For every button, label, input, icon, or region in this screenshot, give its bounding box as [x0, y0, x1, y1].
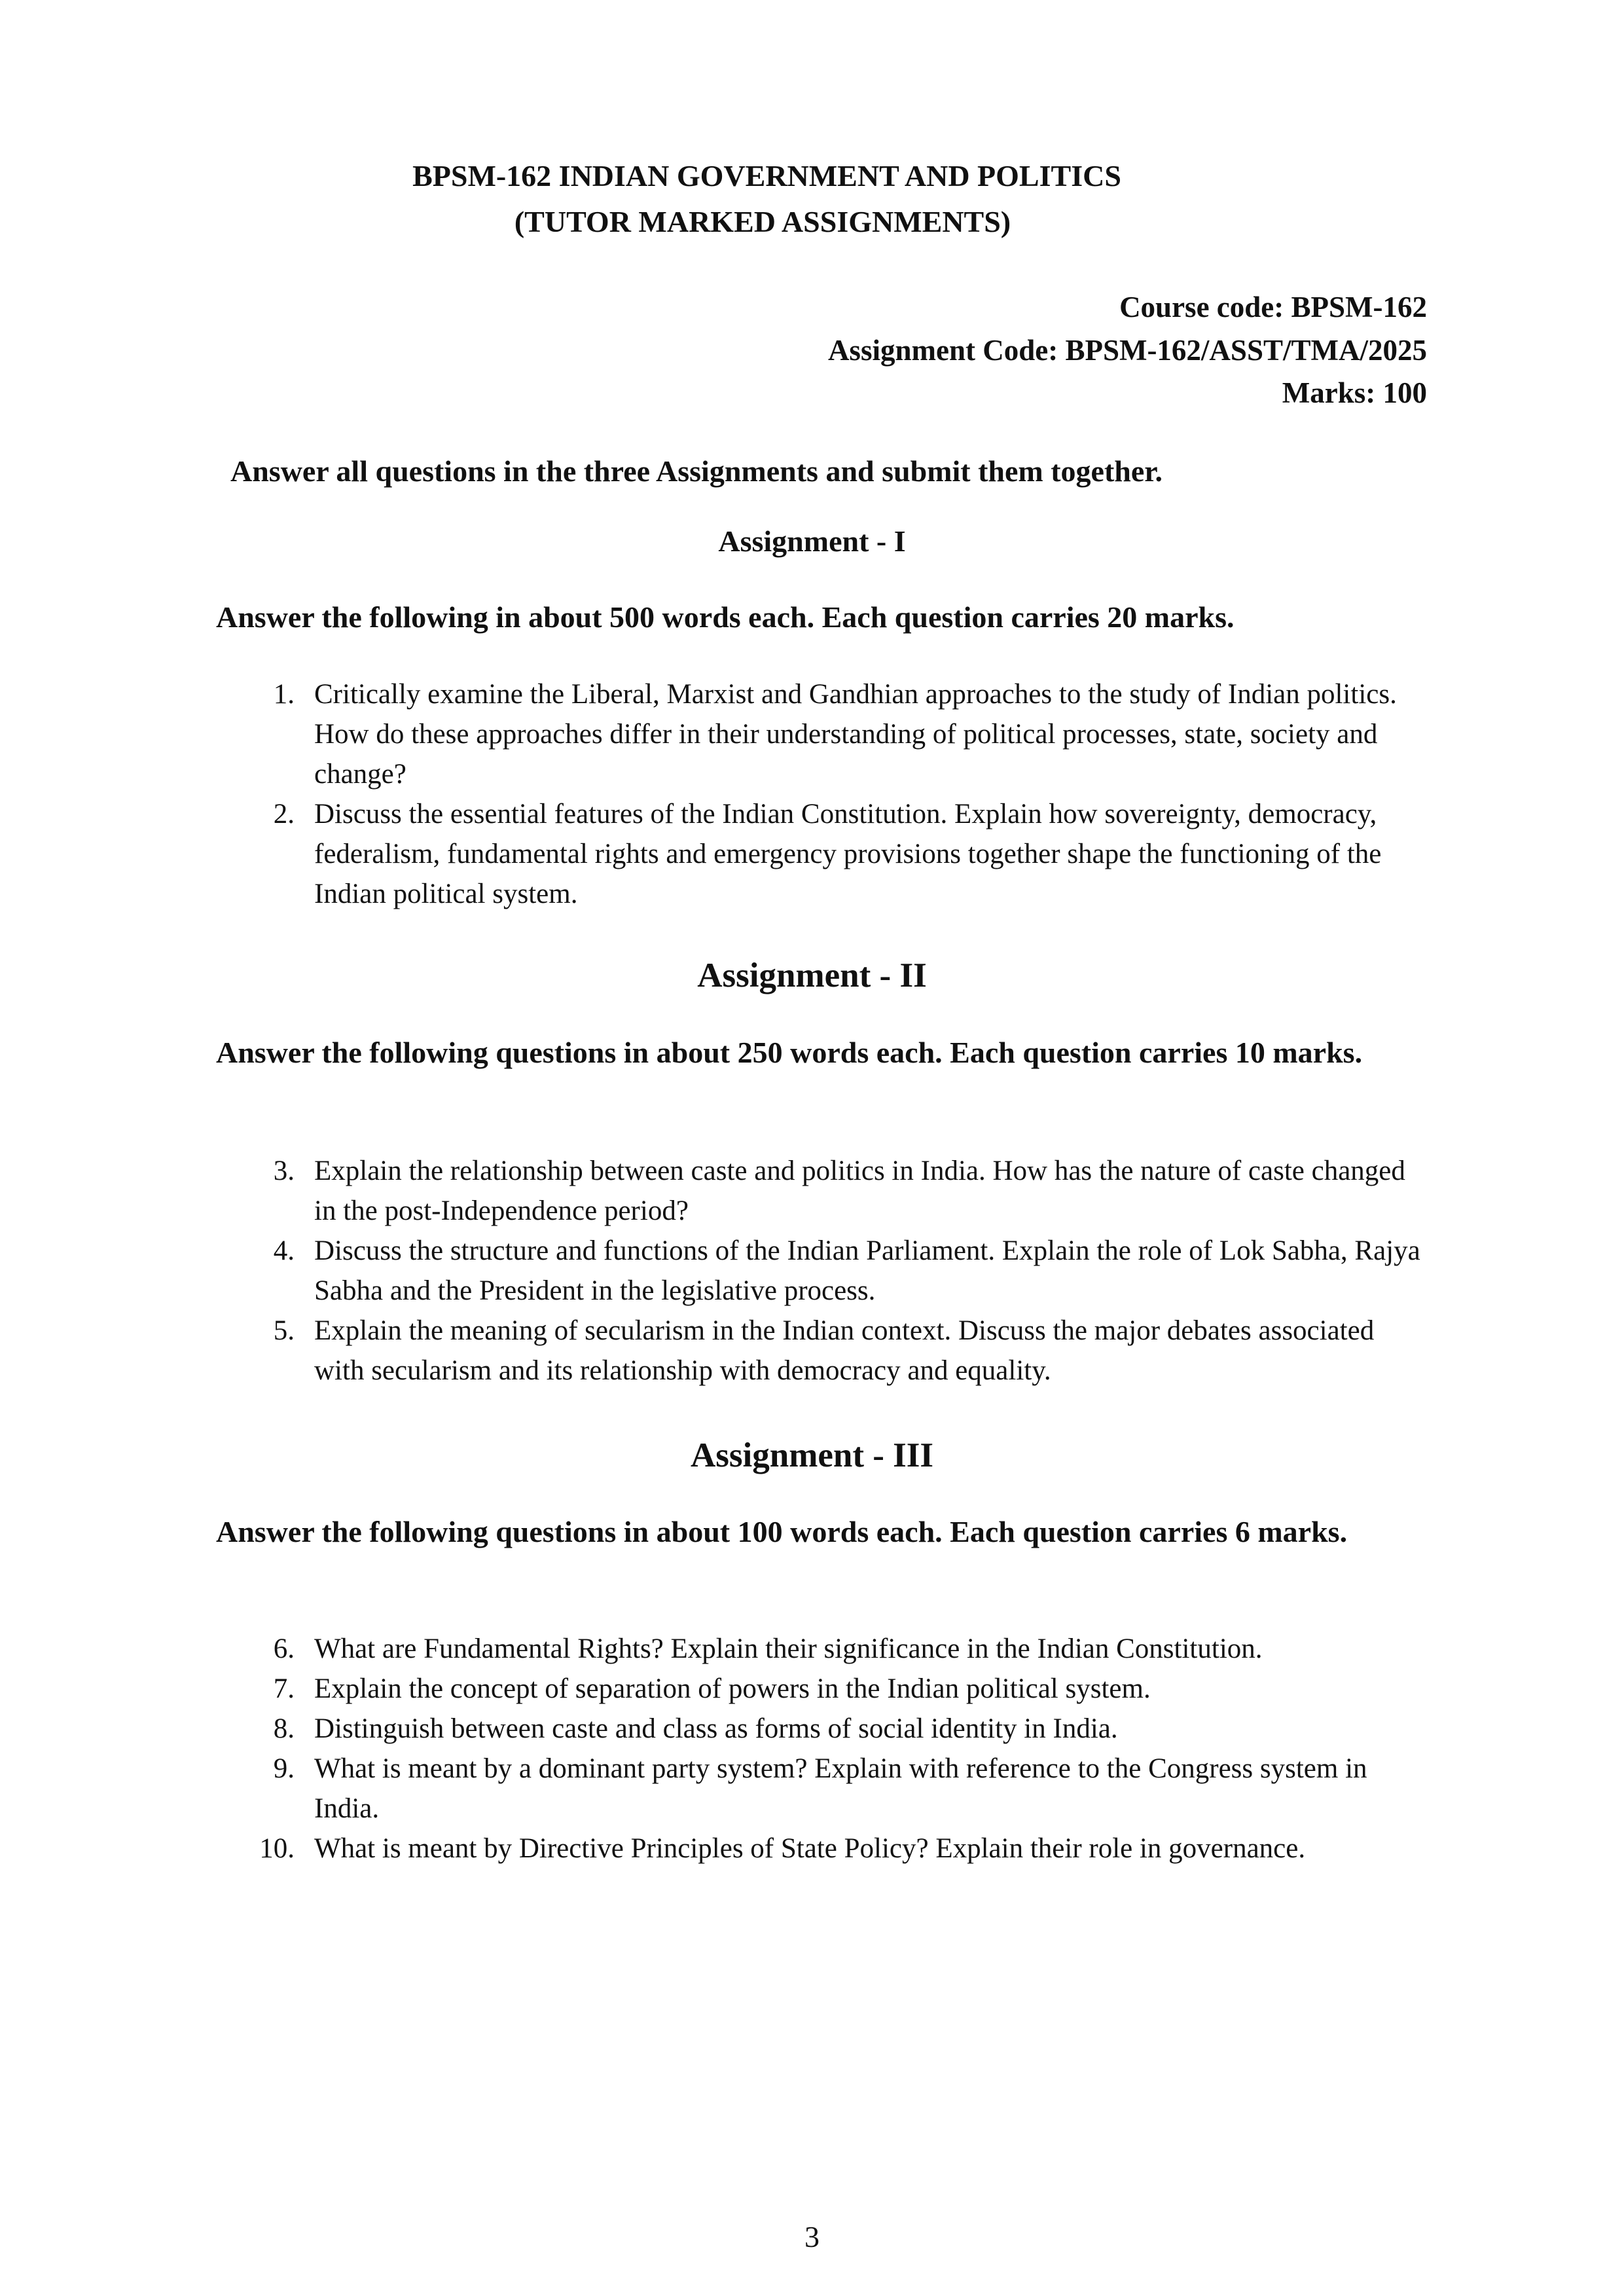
question-text: Critically examine the Liberal, Marxist and Gandhian approaches to the study of Indian politics. How do these approaches differ in their understanding of political processes, state, society and change?	[314, 679, 1397, 790]
question-text: Explain the meaning of secularism in the Indian context. Discuss the major debates associated with secularism and its relationship with democracy and equality.	[314, 1315, 1375, 1386]
question-item	[0, 1749, 1427, 1829]
question-text: What are Fundamental Rights? Explain their significance in the Indian Constitution.	[314, 1633, 1263, 1664]
question-number: 8.	[273, 1713, 295, 1744]
document-subtitle: (TUTOR MARKED ASSIGNMENTS)	[514, 205, 1011, 238]
question-text: Distinguish between caste and class as forms of social identity in India.	[314, 1713, 1118, 1744]
question-item	[0, 1231, 1427, 1311]
assignment-3-questions	[0, 1629, 1624, 1868]
question-item	[0, 674, 1427, 794]
question-number: 4.	[273, 1235, 295, 1266]
question-text: Discuss the structure and functions of the Indian Parliament. Explain the role of Lok Sabha, Rajya Sabha and the President in the legislative process.	[314, 1235, 1420, 1306]
question-item	[0, 1311, 1427, 1391]
assignment-2-instruction: Answer the following questions in about 250 words each. Each question carries 10 marks.	[216, 1036, 1363, 1069]
assignment-3-heading: Assignment - III	[690, 1436, 934, 1474]
assignment-1-questions	[0, 674, 1624, 914]
question-item	[0, 1709, 1427, 1749]
assignment-2-questions	[0, 1151, 1624, 1391]
question-item	[0, 794, 1427, 914]
assignment-code: Assignment Code: BPSM-162/ASST/TMA/2025	[827, 334, 1427, 367]
assignment-2-heading: Assignment - II	[697, 957, 927, 994]
assignment-1-instruction: Answer the following in about 500 words each. Each question carries 20 marks.	[216, 600, 1235, 634]
question-number: 5.	[273, 1315, 295, 1346]
question-number: 3.	[273, 1156, 295, 1186]
question-text: What is meant by a dominant party system? Explain with reference to the Congress system in India.	[314, 1753, 1367, 1824]
question-text: Explain the relationship between caste and politics in India. How has the nature of caste changed in the post-Independence period?	[314, 1156, 1405, 1226]
general-instruction: Answer all questions in the three Assignments and submit them together.	[230, 454, 1163, 488]
question-text: Explain the concept of separation of powers in the Indian political system.	[314, 1673, 1151, 1704]
question-item	[0, 1151, 1427, 1231]
question-number: 6.	[273, 1633, 295, 1664]
question-number: 10.	[259, 1833, 295, 1864]
total-marks: Marks: 100	[1282, 376, 1427, 409]
question-item	[0, 1829, 1427, 1868]
question-item	[0, 1629, 1427, 1669]
assignment-1-heading: Assignment - I	[718, 524, 906, 558]
course-code: Course code: BPSM-162	[1119, 291, 1427, 323]
question-text: Discuss the essential features of the Indian Constitution. Explain how sovereignty, democracy, federalism, fundamental rights and emergency provisions together shape the functioning of the Indian political system.	[314, 799, 1382, 909]
assignment-3-instruction: Answer the following questions in about 100 words each. Each question carries 6 marks.	[216, 1515, 1348, 1548]
question-number: 9.	[273, 1753, 295, 1784]
page-number: 3	[804, 2220, 820, 2253]
document-title: BPSM-162 INDIAN GOVERNMENT AND POLITICS	[412, 159, 1121, 192]
question-number: 2.	[273, 799, 295, 829]
question-text: What is meant by Directive Principles of State Policy? Explain their role in governance.	[314, 1833, 1306, 1864]
question-number: 7.	[273, 1673, 295, 1704]
question-number: 1.	[273, 679, 295, 710]
question-item	[0, 1669, 1427, 1709]
